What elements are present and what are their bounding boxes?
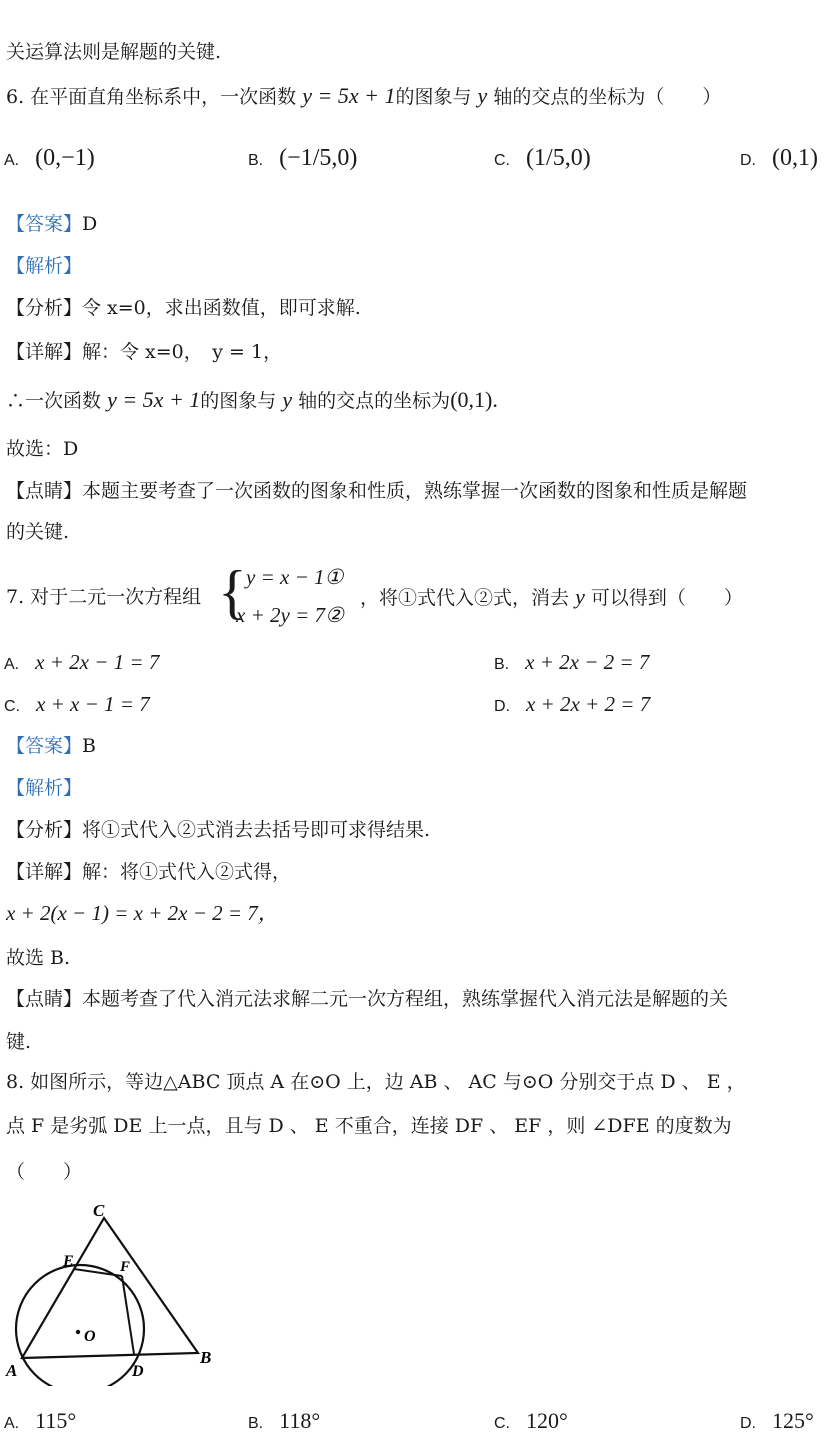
q6-xiangjie: 【详解】解：令 x=0， y = 1， [6,341,283,363]
q6-fenxi: 【分析】令 x=0，求出函数值，即可求解. [6,297,361,319]
q7-stem-c: 可以得到（ ） [590,587,743,609]
q7-stem-a: 7. 对于二元一次方程组 [6,586,202,608]
option-value: 125° [772,1408,814,1433]
option-value: 120° [526,1408,568,1433]
option-value: (0,−1) [35,145,95,171]
therefore-point: (0,1). [450,387,498,412]
option-label: A. [4,1415,20,1432]
answer-value: D [82,213,98,235]
circle-o [16,1265,144,1386]
therefore-c: 轴的交点的坐标为 [298,390,451,412]
q8-option-d [740,1408,814,1434]
system-brace: { [218,559,247,625]
q8-line-3: （ ） [6,1161,83,1183]
label-c: C [93,1201,105,1220]
label-o: O [84,1328,96,1345]
therefore-b: 的图象与 [200,390,277,412]
q6-option-b [248,145,357,172]
label-f: F [120,1259,131,1275]
q7-work: x + 2(x − 1) = x + 2x − 2 = 7， [6,901,279,925]
option-value: 115° [35,1408,77,1433]
option-label: D. [740,1415,756,1432]
q6-answer [6,212,97,236]
q6-stem-c: 轴的交点的坐标为（ ） [493,86,722,108]
geometry-figure [0,1196,230,1386]
label-a: A [6,1361,18,1380]
q6-dianjing-2: 的关键. [6,521,70,543]
center-dot [76,1330,80,1334]
q6-stem-y: y [477,83,488,108]
therefore-eq: y = 5x + 1 [107,387,201,412]
option-value: (1/5,0) [526,145,591,171]
option-label: D. [494,698,510,715]
label-e: E [63,1253,74,1270]
answer-value: B [82,735,96,757]
q7-stem-rest [360,585,743,610]
q6-option-a [4,145,95,172]
q7-option-a [4,650,159,675]
therefore-a: ∴一次函数 [6,390,102,412]
q8-line-2: 点 F 是劣弧 DE 上一点，且与 D 、 E 不重合，连接 DF 、 EF ，则 ∠DFE 的度数为 [6,1115,732,1137]
q6-therefore [6,388,498,413]
option-value: x + x − 1 = 7 [36,692,150,716]
q8-option-c [494,1408,568,1434]
answer-tag: 【答案】 [6,213,83,235]
q8-line-1: 8. 如图所示，等边△ABC 顶点 A 在⊙O 上，边 AB 、 AC 与⊙O 分别交于点 D 、 E ， [6,1071,746,1093]
q7-dianjing-1: 【点睛】本题考查了代入消元法求解二元一次方程组，熟练掌握代入消元法是解题的关 [6,988,729,1010]
q6-dianjing-1: 【点睛】本题主要考查了一次函数的图象和性质，熟练掌握一次函数的图象和性质是解题 [6,480,748,502]
answer-tag: 【答案】 [6,735,83,757]
prev-text: 关运算法则是解题的关键. [6,41,222,63]
option-label: A. [4,152,20,169]
q7-dianjing-2: 键. [6,1031,32,1053]
option-value: x + 2x − 1 = 7 [35,650,160,674]
option-value: x + 2x + 2 = 7 [526,692,651,716]
option-label: A. [4,656,20,673]
q7-option-b [494,650,649,675]
q6-stem-b: 的图象与 [395,86,472,108]
q7-option-c [4,692,150,717]
q7-fenxi: 【分析】将①式代入②式消去去括号即可求得结果. [6,819,431,841]
option-label: B. [248,1415,264,1432]
option-value: 118° [279,1408,321,1433]
option-label: B. [248,152,264,169]
q6-stem-eq: y = 5x + 1 [302,83,396,108]
option-label: B. [494,656,510,673]
q6-stem-a: 6. 在平面直角坐标系中，一次函数 [6,86,297,108]
option-label: C. [494,1415,510,1432]
q7-choose: 故选 B. [6,947,71,969]
option-label: C. [4,698,20,715]
q8-option-a [4,1408,76,1434]
q6-choose: 故选：D [6,438,79,460]
q7-stem-y: y [575,584,585,609]
label-b: B [200,1348,212,1367]
q6-option-d [740,145,818,172]
option-label: C. [494,152,510,169]
q7-eq1: y = x − 1① [246,565,344,589]
triangle-abc [22,1218,198,1358]
q7-option-d [494,692,650,717]
label-d: D [132,1363,144,1380]
segment-ef [74,1269,122,1276]
option-label: D. [740,152,756,169]
q7-answer [6,734,96,758]
q7-analysis-tag: 【解析】 [6,777,83,799]
q7-stem-b: ，将①式代入②式，消去 [360,587,570,609]
q6-option-c [494,145,591,172]
q7-eq2: x + 2y = 7② [236,603,344,627]
q6-stem [6,84,721,109]
option-value: x + 2x − 2 = 7 [525,650,650,674]
therefore-y: y [282,387,293,412]
q8-option-b [248,1408,320,1434]
option-value: (−1/5,0) [279,145,358,171]
q7-xiangjie: 【详解】解：将①式代入②式得， [6,861,292,883]
q6-analysis-tag: 【解析】 [6,255,83,277]
option-value: (0,1) [772,145,819,171]
